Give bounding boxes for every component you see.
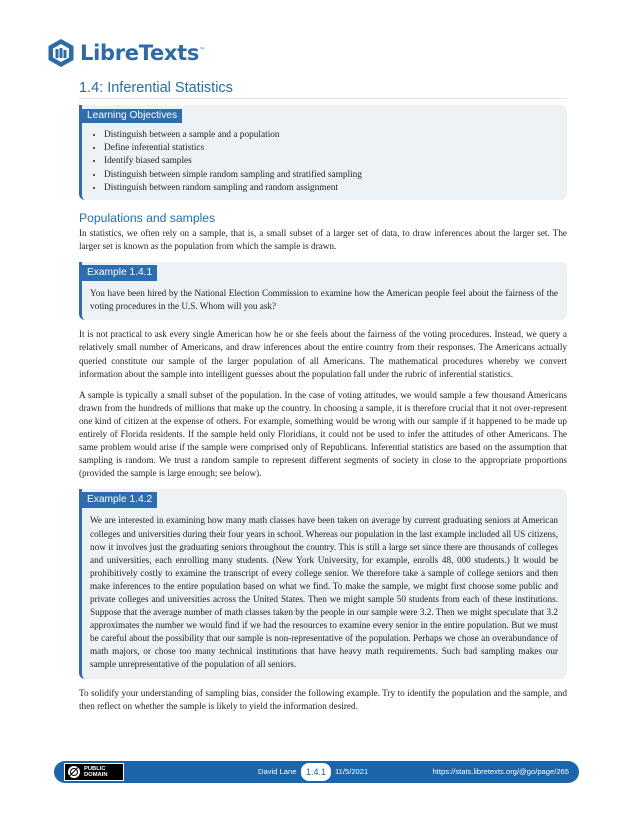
list-item: • Distinguish between a sample and a population <box>104 129 567 142</box>
example-label: Example 1.4.1 <box>82 265 157 281</box>
body-paragraph: To solidify your understanding of sampling bias, consider the following example. Try to identify the population and the sample, and then reflect on whether the sample is likely to yield the information desired. <box>79 687 567 711</box>
list-item: • Define inferential statistics <box>104 142 567 155</box>
list-item: • Identify biased samples <box>104 155 567 168</box>
example-box-1 <box>79 262 567 320</box>
list-item: • Distinguish between random sampling and random assignment <box>104 182 567 195</box>
footer-author: David Lane <box>258 767 297 776</box>
public-domain-badge[interactable] <box>64 763 124 781</box>
learning-objectives-box <box>79 105 567 200</box>
public-domain-icon <box>68 766 80 778</box>
example-label: Example 1.4.2 <box>82 492 157 508</box>
logo-wordmark: LibreTexts™ <box>80 41 205 65</box>
libretexts-logo-icon <box>46 38 76 68</box>
badge-text: DOMAIN <box>84 772 108 778</box>
section-heading: Populations and samples <box>79 211 216 226</box>
example-text: We are interested in examining how many math classes have been taken on average by current graduating seniors at American colleges and universities during their four years in school. Whereas our population in the last example included all US citizens, now it involves just the graduating seniors throughout the country. This is still a large set since there are thousands of colleges and universities, each enrolling many students. (New York University, for example, enrolls 48, 000 students.) It would be prohibitively costly to examine the transcript of every college senior. We therefore take a sample of college seniors and then make inferences to the entire population based on what we find. To make the sample, we might first choose some public and private colleges and universities across the United States. Then we might sample 50 students from each of these institutions. Suppose that the average number of math classes taken by the people in our sample were 3.2. Then we might speculate that 3.2 approximates the number we would find if we had the resources to examine every senior in the entire population. But we must be careful about the possibility that our sample is non-representative of the population. Perhaps we chose an overabundance of math majors, or chose too many technical institutions that have heavy math requirements. Such bad sampling makes our sample unrepresentative of the population of all seniors. <box>90 515 558 670</box>
learning-objectives-label: Learning Objectives <box>82 109 182 123</box>
footer-url[interactable]: https://stats.libretexts.org/@go/page/265 <box>432 767 569 776</box>
body-paragraph: A sample is typically a small subset of the population. In the case of voting attitudes, we would sample a few thousand Americans drawn from the hundreds of millions that make up the country. In choosing a sample, it is therefore crucial that it not over-represent one kind of citizen at the expense of others. For example, something would be wrong with our sample if it happened to be made up entirely of Florida residents. If the sample held only Floridians, it could not be used to infer the attitudes of other Americans. The same problem would arise if the sample were comprised only of Republicans. Inferential statistics are based on the assumption that sampling is random. We trust a random sample to represent different segments of society in close to the appropriate proportions (provided the sample is large enough; see below). <box>79 389 567 479</box>
footer-date: 11/5/2021 <box>335 767 369 776</box>
example-box-2 <box>79 489 567 678</box>
page-content <box>79 80 567 713</box>
badge-text: PUBLIC <box>84 765 106 772</box>
body-paragraph: It is not practical to ask every single American how he or she feels about the fairness of the voting procedures. Instead, we query a relatively small number of Americans, and draw inferences about the entire country from their responses. The Americans actually queried constitute our sample of the larger population of all Americans. The mathematical procedures whereby we convert information about the sample into intelligent guesses about the population fall under the rubric of inferential statistics. <box>79 329 567 379</box>
footer-bar <box>54 761 579 783</box>
footer-page-number: 1.4.1 <box>300 762 332 782</box>
learning-objectives-list <box>82 129 567 195</box>
libretexts-logo[interactable] <box>46 38 205 68</box>
page-title: 1.4: Inferential Statistics <box>79 80 567 99</box>
intro-paragraph: In statistics, we often rely on a sample, that is, a small subset of a larger set of data, to draw inferences about the larger set. The larger set is known as the population from which the sample is drawn. <box>79 228 567 252</box>
example-text: You have been hired by the National Election Commission to examine how the American people feel about the fairness of the voting procedures in the U.S. Whom will you ask? <box>90 288 558 312</box>
list-item: • Distinguish between simple random sampling and stratified sampling <box>104 169 567 182</box>
